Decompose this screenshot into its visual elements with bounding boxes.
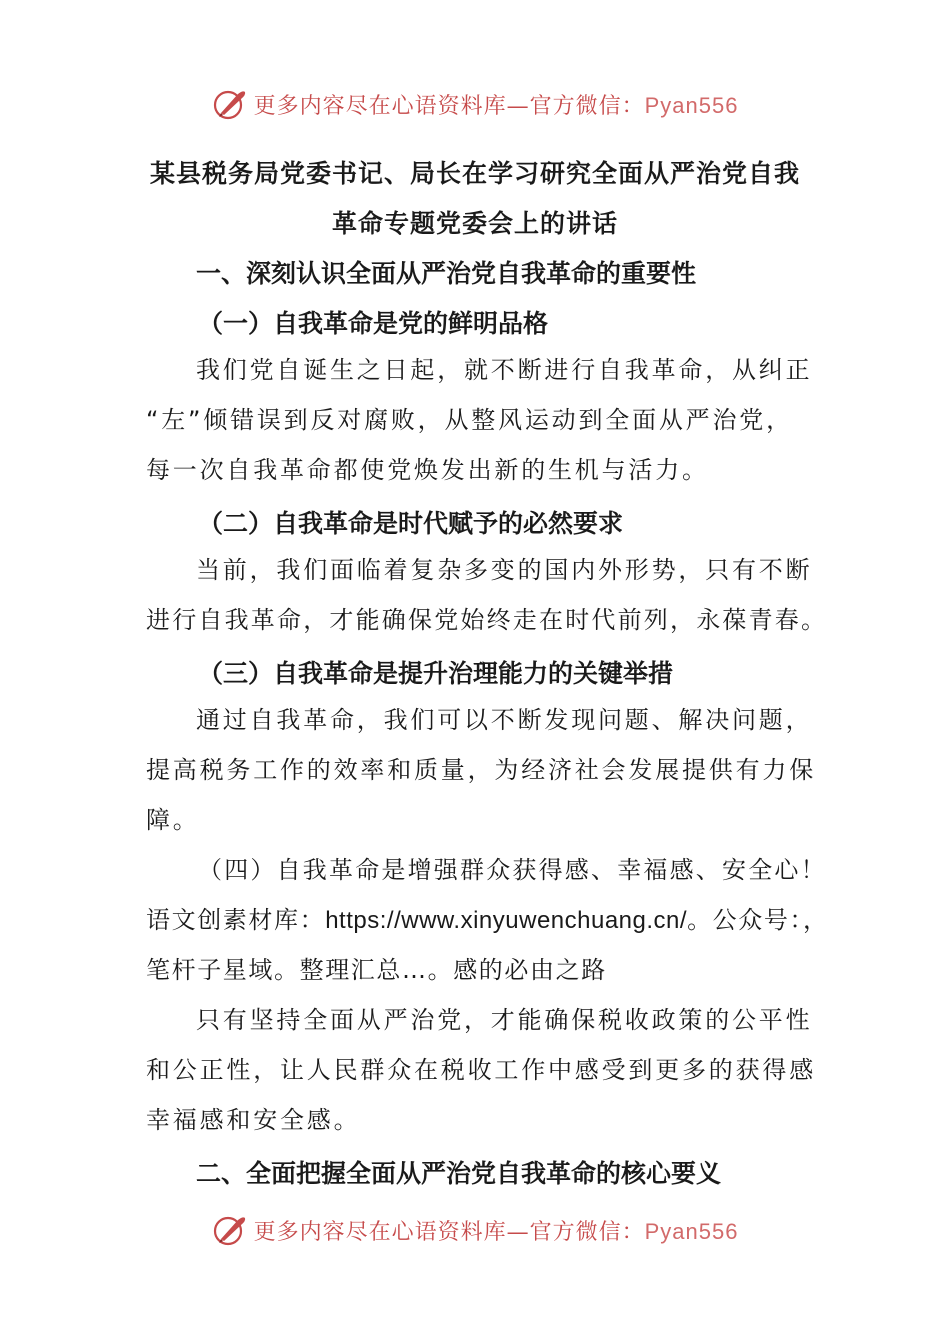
subheading-1-3: （三）自我革命是提升治理能力的关键举措 xyxy=(198,659,674,688)
paragraph-line: 幸福感和安全感。 xyxy=(146,1106,361,1134)
paragraph-line: 每一次自我革命都使党焕发出新的生机与活力。 xyxy=(146,456,709,484)
paragraph-line: 笔杆子星域。整理汇总…。感的必由之路 xyxy=(146,956,607,984)
header-watermark xyxy=(0,82,950,126)
paragraph-line: 进行自我革命，才能确保党始终走在时代前列，永葆青春。 xyxy=(146,606,828,634)
watermark-text: 更多内容尽在心语资料库—官方微信：Pyan556 xyxy=(253,92,739,119)
section-heading-1: 一、深刻认识全面从严治党自我革命的重要性 xyxy=(196,259,697,288)
paragraph-line: 提高税务工作的效率和质量，为经济社会发展提供有力保 xyxy=(146,756,816,784)
paragraph-line: 和公正性，让人民群众在税收工作中感受到更多的获得感 xyxy=(146,1056,816,1084)
paragraph-line: 通过自我革命，我们可以不断发现问题、解决问题， xyxy=(196,706,813,734)
footer-watermark xyxy=(0,1208,950,1252)
document-title-line1: 某县税务局党委书记、局长在学习研究全面从严治党自我 xyxy=(149,159,800,188)
quill-pen-icon xyxy=(212,1212,248,1248)
paragraph-line: 障。 xyxy=(146,806,200,834)
paragraph-line: “左”倾错误到反对腐败，从整风运动到全面从严治党， xyxy=(146,406,793,434)
subheading-1-1: （一）自我革命是党的鲜明品格 xyxy=(198,309,549,338)
section-heading-2: 二、全面把握全面从严治党自我革命的核心要义 xyxy=(196,1159,722,1188)
paragraph-line: 我们党自诞生之日起，就不断进行自我革命，从纠正 xyxy=(196,356,813,384)
paragraph-line: 只有坚持全面从严治党，才能确保税收政策的公平性 xyxy=(196,1006,813,1034)
source-note-line: 语文创素材库：https://www.xinyuwenchuang.cn/。公众号：， xyxy=(146,906,829,934)
subheading-1-4: （四）自我革命是增强群众获得感、幸福感、安全心！ xyxy=(198,856,827,884)
paragraph-line: 当前，我们面临着复杂多变的国内外形势，只有不断 xyxy=(196,556,813,584)
document-title-line2: 革命专题党委会上的讲话 xyxy=(331,209,618,238)
quill-pen-icon xyxy=(212,86,248,122)
watermark-text: 更多内容尽在心语资料库—官方微信：Pyan556 xyxy=(253,1218,739,1245)
source-url: https://www.xinyuwenchuang.cn/ xyxy=(325,907,688,934)
subheading-1-2: （二）自我革命是时代赋予的必然要求 xyxy=(198,509,624,538)
